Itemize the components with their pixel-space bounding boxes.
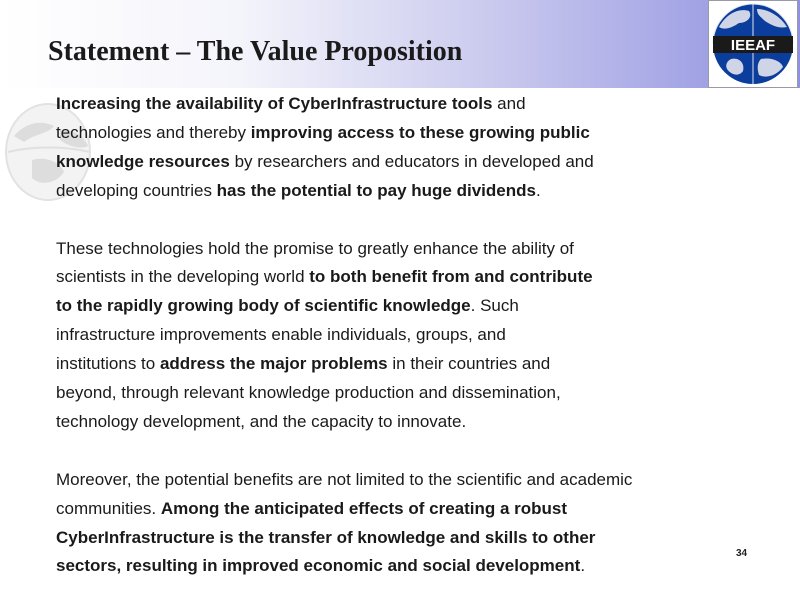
- body-run: technology development, and the capacity to innovate.: [56, 411, 467, 431]
- body-run: by researchers and educators in developed and: [229, 151, 594, 171]
- body-run: institutions to: [56, 354, 160, 374]
- paragraph-value-1: [56, 90, 746, 206]
- body-run: scientists in the developing world: [56, 267, 310, 287]
- body-run: beyond, through relevant knowledge production and dissemination,: [56, 383, 561, 403]
- page-number: 34: [736, 548, 748, 559]
- emphasis-text: has the potential to pay huge dividends: [216, 180, 536, 200]
- body-run: and: [492, 94, 526, 113]
- emphasis-text: Increasing the availability of CyberInfrastructure tools: [56, 94, 493, 113]
- logo-box: [708, 0, 798, 88]
- body-text: [56, 90, 746, 581]
- emphasis-text: CyberInfrastructure is the transfer of knowledge and skills to other: [56, 527, 596, 547]
- globe-logo-icon: [709, 1, 797, 87]
- emphasis-text: Among the anticipated effects of creating a robust: [160, 498, 568, 518]
- paragraph-spacer: [56, 437, 746, 466]
- body-run: technologies and thereby: [56, 122, 251, 142]
- body-run: .: [535, 180, 541, 200]
- emphasis-text: sectors, resulting in improved economic and social development: [56, 556, 581, 576]
- paragraph-value-2: [56, 235, 746, 437]
- body-run: in their countries and: [387, 354, 551, 374]
- emphasis-text: knowledge resources: [56, 151, 230, 171]
- paragraph-spacer: [56, 206, 746, 235]
- body-run: Moreover, the potential benefits are not limited to the scientific and academic: [56, 469, 633, 489]
- emphasis-text: to both benefit from and contribute: [309, 267, 593, 287]
- emphasis-text: to the rapidly growing body of scientific knowledge: [56, 296, 471, 316]
- body-run: . Such: [470, 296, 519, 316]
- body-run: communities.: [56, 498, 161, 518]
- body-run: These technologies hold the promise to greatly enhance the ability of: [56, 238, 574, 258]
- paragraph-value-3: [56, 466, 746, 582]
- emphasis-text: improving access to these growing public: [250, 122, 590, 142]
- logo-text: IEEAF: [730, 37, 776, 54]
- body-run: .: [580, 556, 586, 576]
- emphasis-text: address the major problems: [159, 354, 388, 374]
- body-run: infrastructure improvements enable individuals, groups, and: [56, 325, 506, 345]
- slide-title: Statement – The Value Proposition: [48, 36, 463, 67]
- body-run: developing countries: [56, 180, 217, 200]
